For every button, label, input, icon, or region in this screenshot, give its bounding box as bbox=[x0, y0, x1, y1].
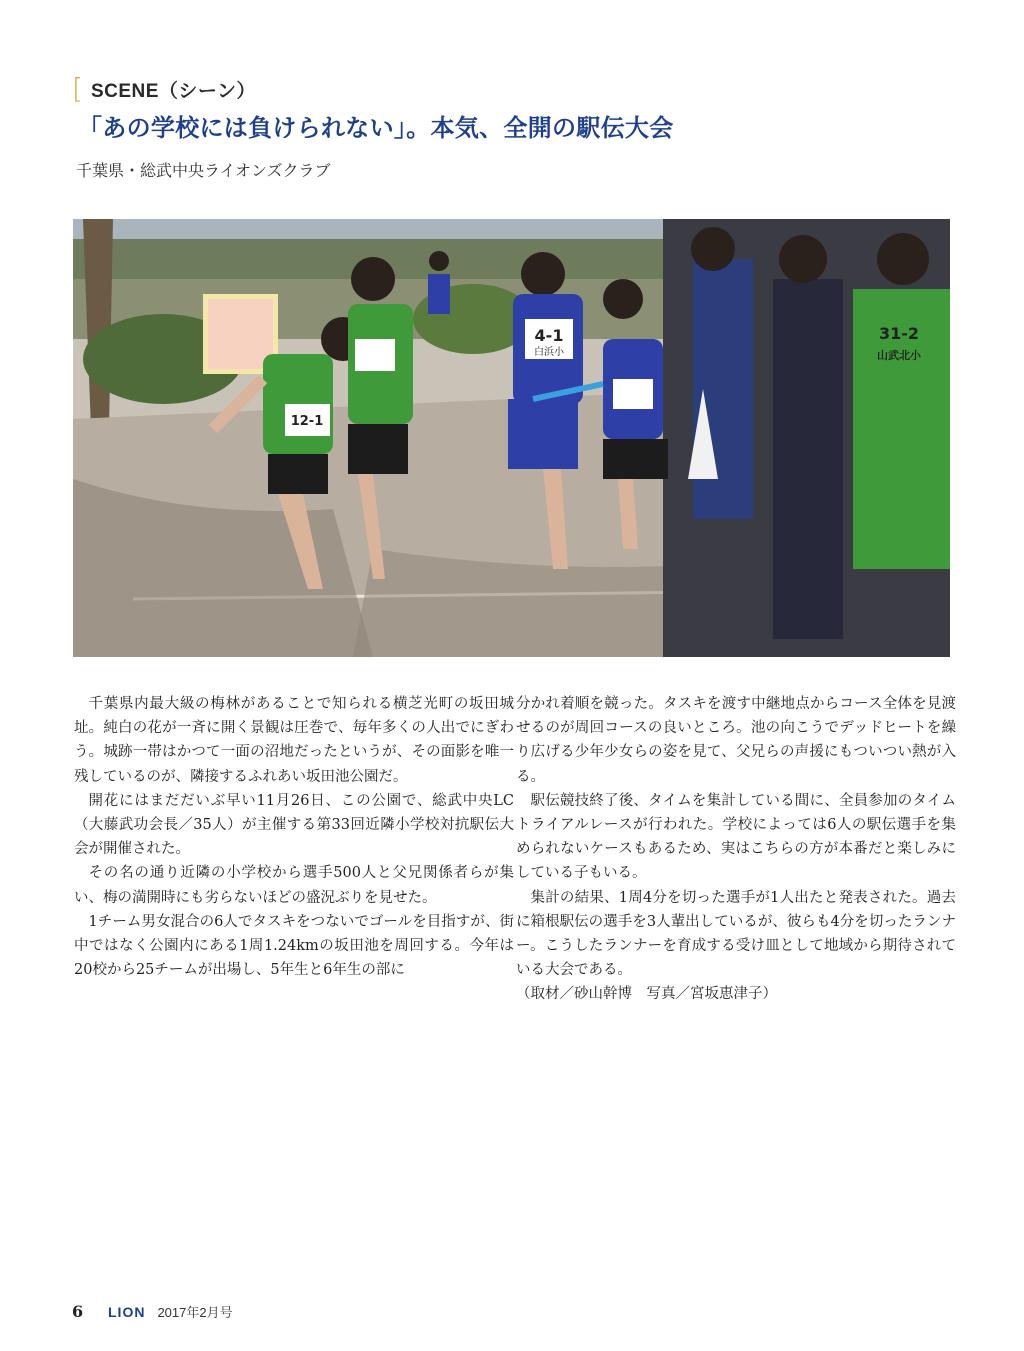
page-number: 6 bbox=[72, 1302, 84, 1321]
article-column-left bbox=[74, 692, 514, 982]
magazine-name: LION bbox=[108, 1304, 146, 1320]
page-footer bbox=[72, 1302, 233, 1321]
issue-date: 2017年2月号 bbox=[157, 1305, 233, 1320]
paragraph: 駅伝競技終了後、タイムを集計している間に、全員参加のタイムトライアルレースが行われた。学校によっては6人の駅伝選手を集められないケースもあるため、実はこちらの方が本番だと楽しみにしている子もいる。 bbox=[516, 792, 956, 882]
bracket-mark: [ bbox=[72, 72, 83, 105]
paragraph: 千葉県内最大級の梅林があることで知られる横芝光町の坂田城址。純白の花が一斉に開く景観は圧巻で、毎年多くの人出でにぎわう。城跡一帯はかつて一面の沼地だったというが、その面影を唯一残しているのが、隣接するふれあい坂田池公園だ。 bbox=[74, 696, 514, 785]
bib-31-2: 31-2 bbox=[878, 324, 920, 343]
relay-photo-illustration bbox=[73, 219, 950, 657]
paragraph: 1チーム男女混合の6人でタスキをつないでゴールを目指すが、街中ではなく公園内にある1周1.24kmの坂田池を周回する。今年は20校から25チームが出場し、5年生と6年生の部に bbox=[74, 913, 514, 979]
paragraph: 開花にはまだだいぶ早い11月26日、この公園で、総武中央LC（大藤武功会長／35人）が主催する第33回近隣小学校対抗駅伝大会が開催された。 bbox=[74, 792, 514, 858]
race-photo bbox=[73, 219, 950, 657]
article-title: 「あの学校には負けられない」。本気、全開の駅伝大会 bbox=[78, 114, 674, 142]
photo-credit: （取材／砂山幹博 写真／宮坂恵津子） bbox=[516, 986, 777, 1003]
section-label: SCENE（シーン） bbox=[90, 80, 257, 102]
bib-school-sanbukita: 山武北小 bbox=[877, 349, 921, 362]
club-name: 千葉県・総武中央ライオンズクラブ bbox=[76, 161, 331, 180]
bib-12-1: 12-1 bbox=[290, 414, 324, 429]
section-header bbox=[72, 74, 256, 104]
article-column-right bbox=[516, 692, 956, 1007]
bib-school-shirahama: 白浜小 bbox=[534, 347, 564, 358]
paragraph: その名の通り近隣の小学校から選手500人と父兄関係者らが集い、梅の満開時にも劣らないほどの盛況ぶりを見せた。 bbox=[74, 865, 514, 906]
paragraph: 集計の結果、1周4分を切った選手が1人出たと発表された。過去に箱根駅伝の選手を3人輩出しているが、彼らも4分を切ったランナー。こうしたランナーを育成する受け皿として地域から期待されている大会である。 bbox=[516, 889, 956, 979]
paragraph: 分かれ着順を競った。タスキを渡す中継地点からコース全体を見渡せるのが周回コースの良いところ。池の向こうでデッドヒートを繰り広げる少年少女らの姿を見て、父兄らの声援にもついつい熱が入る。 bbox=[516, 696, 956, 785]
bib-4-1: 4-1 bbox=[534, 326, 564, 345]
